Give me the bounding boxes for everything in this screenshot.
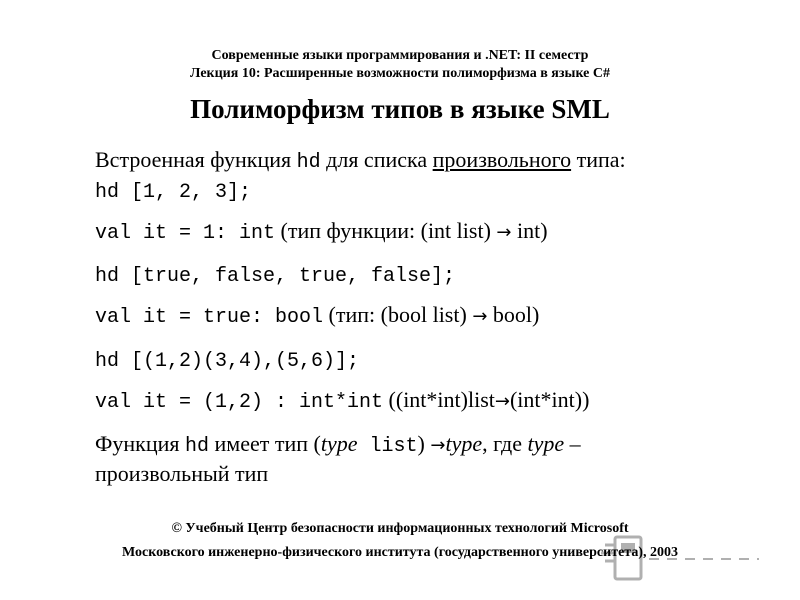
example2-note-before: (тип: (bool list) — [323, 302, 473, 327]
summary-middle2: ) — [417, 431, 431, 456]
summary-type-2: type — [445, 431, 483, 456]
intro-line — [95, 146, 626, 177]
example2-code: hd [true, false, true, false]; — [95, 265, 456, 288]
footer-copyright: © Учебный Центр безопасности информационных технологий Microsoft — [171, 521, 629, 536]
intro-middle: для списка — [320, 147, 433, 172]
intro-code: hd — [296, 151, 321, 174]
summary-line-2: произвольный тип — [95, 461, 269, 486]
example3-note-after: (int*int)) — [509, 387, 590, 412]
example3-note-before: ((int*int)list — [383, 387, 495, 412]
summary-middle1: имеет тип ( — [209, 431, 321, 456]
arrow-icon: → — [430, 435, 446, 456]
example1-code: hd [1, 2, 3]; — [95, 181, 252, 204]
example1-result-code: val it = 1: int — [95, 222, 276, 245]
example1-result — [95, 217, 548, 248]
arrow-icon: → — [496, 222, 512, 243]
example1-note-after: int) — [511, 218, 548, 243]
summary-middle3: , где — [482, 431, 528, 456]
example3-result-code: val it = (1,2) : int*int — [95, 391, 384, 414]
summary-end: – — [564, 431, 581, 456]
intro-prefix: Встроенная функция — [95, 147, 297, 172]
summary-type-3: type — [527, 431, 565, 456]
summary-code-list: list — [357, 435, 418, 458]
intro-suffix: типа: — [571, 147, 626, 172]
example3-code: hd [(1,2)(3,4),(5,6)]; — [95, 350, 360, 373]
example1-note-before: (тип функции: (int list) — [275, 218, 497, 243]
summary-prefix: Функция — [95, 431, 186, 456]
example2-note-after: bool) — [487, 302, 540, 327]
example2-result-code: val it = true: bool — [95, 306, 324, 329]
summary-line — [95, 430, 581, 461]
summary-code-hd: hd — [185, 435, 210, 458]
arrow-icon: → — [472, 306, 488, 327]
footer-institute: Московского инженерно-физического института (государственного университета), 2003 — [121, 545, 679, 560]
slide-title: Полиморфизм типов в языке SML — [190, 94, 610, 124]
example2-result — [95, 301, 539, 332]
course-header: Современные языки программирования и .NET: II семестр — [211, 48, 589, 63]
summary-type-1: type — [320, 431, 358, 456]
arrow-icon: → — [494, 391, 510, 412]
intro-underlined-word: произвольного — [432, 147, 572, 172]
lecture-header: Лекция 10: Расширенные возможности полиморфизма в языке C# — [190, 66, 610, 81]
example3-result — [95, 386, 589, 417]
